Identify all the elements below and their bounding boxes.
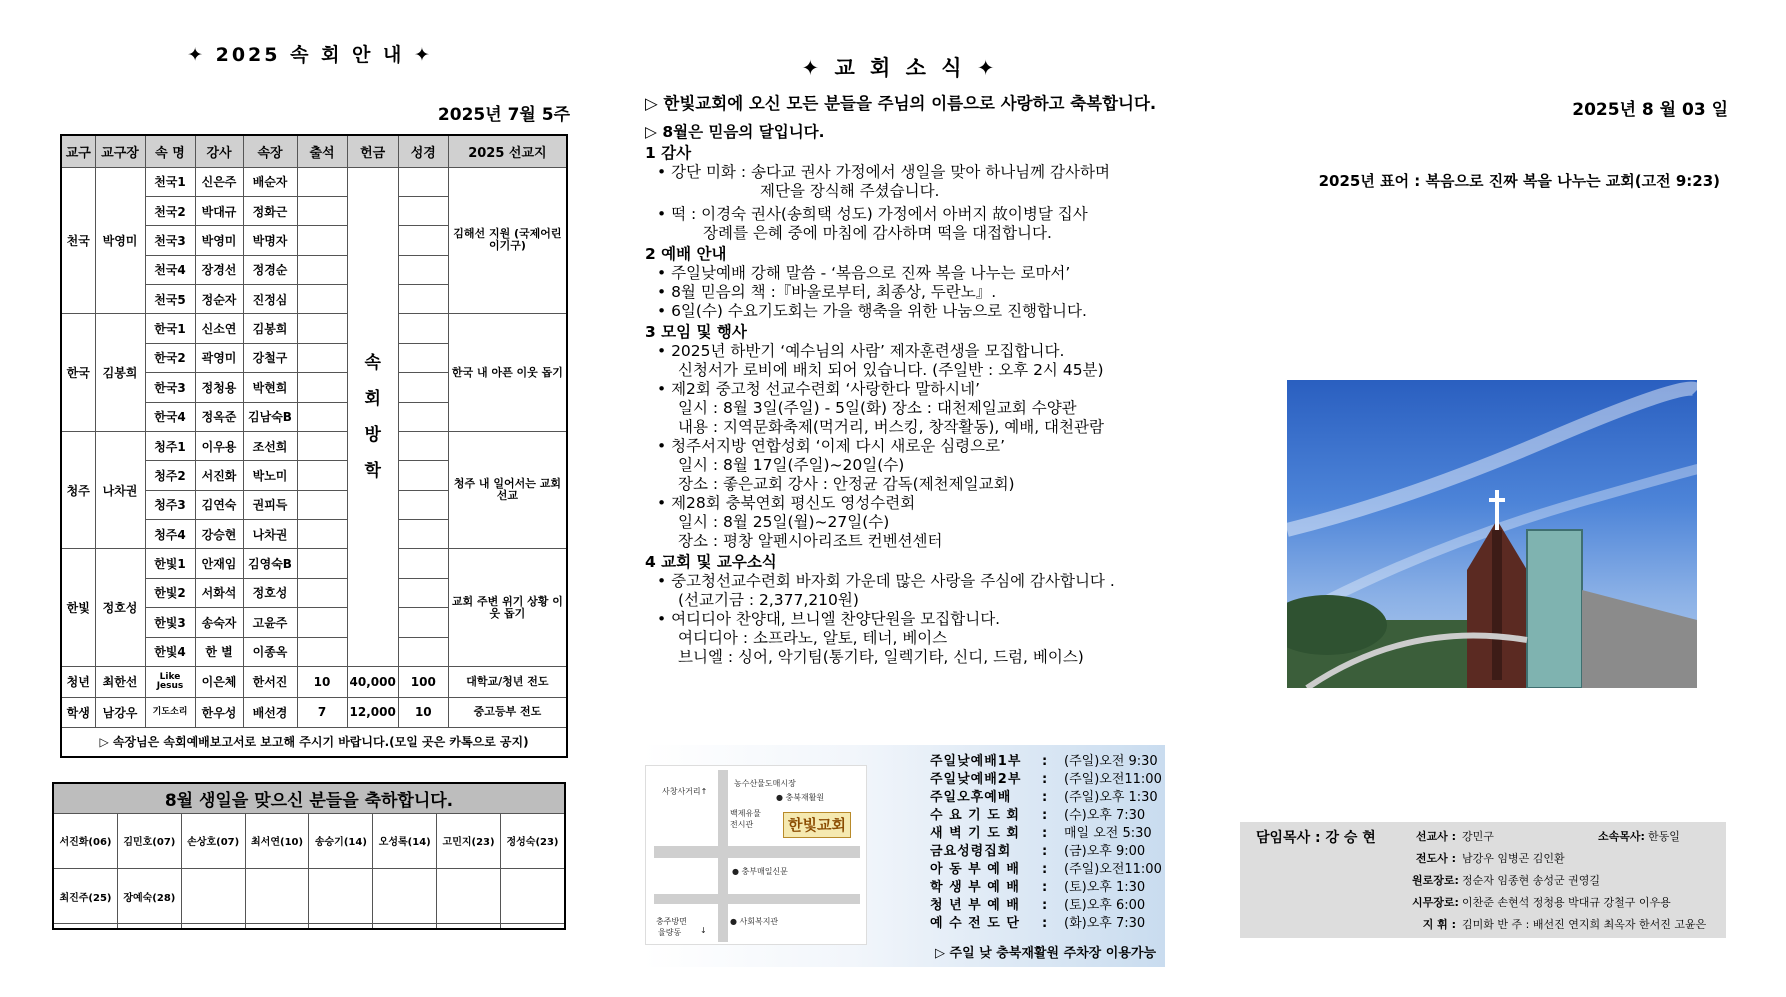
- attend-cell: [297, 226, 347, 255]
- schedule-name: 금요성령집회: [930, 844, 1012, 859]
- news-item: • 떡 : 이경숙 권사(송희택 성도) 가정에서 아버지 故이병달 집사: [657, 205, 1088, 223]
- schedule-time: (화)오후 7:30: [1064, 916, 1146, 931]
- senior-pastor: 담임목사 : 강 승 현: [1256, 830, 1376, 846]
- cross-icon: [1489, 498, 1505, 502]
- bible-cell: [398, 314, 448, 343]
- news-item: • 2025년 하반기 ‘예수님의 사람’ 제자훈련생을 모집합니다.: [657, 342, 1065, 360]
- bible-cell: [398, 431, 448, 460]
- map-label: ↓: [700, 926, 707, 935]
- leader-cell: 박영미: [95, 167, 145, 314]
- schedule-time: 매일 오전 5:30: [1064, 826, 1152, 841]
- sokjang-cell: 이종옥: [243, 637, 297, 666]
- leader-cell: 남강우: [95, 697, 145, 727]
- birthday-cell: 서진화(06): [53, 813, 117, 868]
- schedule-colon: :: [1042, 880, 1048, 895]
- teacher-cell: 신소연: [195, 314, 243, 343]
- attend-cell: [297, 167, 347, 196]
- sokjang-cell: 정호성: [243, 578, 297, 607]
- teacher-cell: 박대규: [195, 196, 243, 225]
- sok-cell: 청주2: [145, 461, 195, 490]
- teacher-cell: 정옥준: [195, 402, 243, 431]
- gyogu-cell: 천국: [61, 167, 95, 314]
- col-offering: 헌금: [347, 135, 398, 167]
- year-motto: 2025년 표어 : 복음으로 진짜 복을 나누는 교회(고전 9:23): [1318, 172, 1720, 190]
- schedule-time: (금)오후 9:00: [1064, 844, 1146, 859]
- schedule-time: (수)오후 7:30: [1064, 808, 1146, 823]
- offering-cell: 12,000: [347, 697, 398, 727]
- staff-row: [1412, 828, 1494, 844]
- bible-cell: [398, 402, 448, 431]
- sokjang-cell: 권피득: [243, 490, 297, 519]
- sok-cell: Like Jesus: [145, 666, 195, 697]
- sokjang-cell: 배선경: [243, 697, 297, 727]
- schedule-colon: :: [1042, 916, 1048, 931]
- sok-cell: 한빛4: [145, 637, 195, 666]
- teacher-cell: 강승현: [195, 520, 243, 549]
- attend-cell: [297, 520, 347, 549]
- glass-stairwell: [1527, 530, 1582, 688]
- news-body: [645, 94, 1205, 667]
- table-row: [61, 167, 567, 196]
- table-footnote: ▷ 속장님은 속회예배보고서로 보고해 주시기 바랍니다.(모일 곳은 카톡으로 공지): [61, 727, 567, 757]
- teacher-cell: 한 별: [195, 637, 243, 666]
- gyogu-cell: 한국: [61, 314, 95, 432]
- news-item-cont: 장례를 은혜 중에 마침에 감사하며 떡을 대접합니다.: [703, 224, 1052, 242]
- news-item: • 여디디아 찬양대, 브니엘 찬양단원을 모집합니다.: [657, 610, 1001, 628]
- attend-cell: [297, 373, 347, 402]
- schedule-colon: :: [1042, 754, 1048, 769]
- teacher-cell: 박영미: [195, 226, 243, 255]
- birthday-cell: [53, 924, 117, 929]
- birthday-cell: [501, 868, 566, 923]
- leader-cell: 정호성: [95, 549, 145, 667]
- staff-role: 소속목사:: [1598, 830, 1645, 843]
- staff-row: [1412, 916, 1706, 932]
- bible-cell: [398, 637, 448, 666]
- schedule-time: (주일)오전11:00: [1064, 772, 1162, 787]
- schedule-colon: :: [1042, 862, 1048, 877]
- schedule-time: (토)오후 6:00: [1064, 898, 1146, 913]
- bible-cell: [398, 196, 448, 225]
- month-theme: ▷ 8월은 믿음의 달입니다.: [645, 123, 825, 141]
- news-item-cont: 일시 : 8월 25일(월)~27일(수): [678, 513, 890, 531]
- staff-row: [1412, 894, 1671, 910]
- teacher-cell: 서화석: [195, 578, 243, 607]
- church-photo: [1287, 380, 1697, 688]
- attend-cell: [297, 608, 347, 637]
- attend-cell: [297, 490, 347, 519]
- birthday-cell: [309, 868, 373, 923]
- map-road: [654, 846, 860, 858]
- birthday-cell: 최서연(10): [245, 813, 309, 868]
- vertical-char: 회: [364, 388, 381, 409]
- birthday-row: [53, 813, 565, 868]
- col-bible: 성경: [398, 135, 448, 167]
- sok-cell: 천국5: [145, 285, 195, 314]
- sokjang-cell: 나차권: [243, 520, 297, 549]
- birthday-table: [52, 782, 566, 930]
- bible-cell: [398, 285, 448, 314]
- gyogu-cell: 청주: [61, 431, 95, 549]
- news-item-cont: 일시 : 8월 3일(주일) - 5일(화) 장소 : 대천제일교회 수양관: [678, 399, 1077, 417]
- teacher-cell: 정순자: [195, 285, 243, 314]
- schedule-name: 예 수 전 도 단: [930, 916, 1020, 931]
- news-item-cont: 장소 : 평창 알펜시아리조트 컨벤션센터: [678, 532, 943, 550]
- attend-cell: 10: [297, 666, 347, 697]
- col-leader: 교구장: [95, 135, 145, 167]
- schedule-colon: :: [1042, 772, 1048, 787]
- staff-row: [1412, 872, 1600, 888]
- bible-cell: [398, 549, 448, 578]
- attend-cell: [297, 285, 347, 314]
- birthday-cell: [181, 868, 245, 923]
- staff-role: 선교사 :: [1415, 830, 1456, 843]
- schedule-name: 주일낮예배2부: [930, 772, 1022, 787]
- sokjang-cell: 박노미: [243, 461, 297, 490]
- birthday-cell: 고민지(23): [437, 813, 501, 868]
- sok-cell: 한국1: [145, 314, 195, 343]
- vertical-char: 학: [364, 460, 381, 481]
- section-heading: 2 예배 안내: [645, 245, 727, 263]
- birthday-cell: [181, 924, 245, 929]
- vertical-char: 속: [364, 352, 381, 373]
- leader-cell: 김봉희: [95, 314, 145, 432]
- attend-cell: [297, 578, 347, 607]
- staff-role: 원로장로:: [1412, 874, 1459, 887]
- col-attend: 출석: [297, 135, 347, 167]
- church-sign: 한빛교회: [783, 812, 851, 838]
- schedule-time: (토)오후 1:30: [1064, 880, 1146, 895]
- attend-cell: [297, 196, 347, 225]
- schedule-row: [930, 753, 1162, 771]
- birthday-cell: 장예숙(28): [117, 868, 181, 923]
- cross-icon: [1495, 490, 1499, 530]
- location-map: [645, 765, 867, 945]
- table-header-row: [61, 135, 567, 167]
- mission-cell: 청주 내 일어서는 교회 선교: [448, 431, 567, 549]
- news-item-cont: 여디디아 : 소프라노, 알토, 테너, 베이스: [678, 629, 948, 647]
- staff-row: [1412, 850, 1565, 866]
- map-label: ● 사회복지관: [730, 917, 779, 926]
- news-item-cont: 신청서가 로비에 배치 되어 있습니다. (주일반 : 오후 2시 45분): [678, 361, 1104, 379]
- schedule-row: [930, 897, 1162, 915]
- bible-cell: [398, 461, 448, 490]
- teacher-cell: 안재임: [195, 549, 243, 578]
- news-item-cont: 브니엘 : 싱어, 악기팀(통기타, 일렉기타, 신디, 드럼, 베이스): [678, 648, 1084, 666]
- map-label: 농수산물도매시장: [734, 779, 796, 788]
- teacher-cell: 한우성: [195, 697, 243, 727]
- map-road: [718, 770, 728, 942]
- attend-cell: 7: [297, 697, 347, 727]
- birthday-cell: 정성숙(23): [501, 813, 566, 868]
- table-row-student: [61, 697, 567, 727]
- attend-cell: [297, 314, 347, 343]
- schedule-name: 학 생 부 예 배: [930, 880, 1020, 895]
- sokjang-cell: 김봉희: [243, 314, 297, 343]
- birthday-cell: [373, 868, 437, 923]
- sok-cell: 청주1: [145, 431, 195, 460]
- staff-names: 강민구: [1462, 830, 1494, 843]
- teacher-cell: 곽영미: [195, 343, 243, 372]
- sok-cell: 천국4: [145, 255, 195, 284]
- birthday-cell: 오성록(14): [373, 813, 437, 868]
- schedule-row: [930, 843, 1162, 861]
- sokhoe-date: 2025년 7월 5주: [437, 105, 570, 125]
- news-item-cont: 일시 : 8월 17일(주일)~20일(수): [678, 456, 905, 474]
- birthday-cell: [245, 868, 309, 923]
- attend-cell: [297, 549, 347, 578]
- bible-cell: [398, 490, 448, 519]
- worship-schedule: [930, 753, 1162, 933]
- schedule-name: 아 동 부 예 배: [930, 862, 1020, 877]
- schedule-colon: :: [1042, 790, 1048, 805]
- teacher-cell: 김연숙: [195, 490, 243, 519]
- sok-cell: 천국3: [145, 226, 195, 255]
- news-item: • 강단 미화 : 송다교 권사 가정에서 생일을 맞아 하나님께 감사하며: [657, 163, 1110, 181]
- teacher-cell: 신은주: [195, 167, 243, 196]
- birthday-row: [53, 868, 565, 923]
- sokjang-cell: 박명자: [243, 226, 297, 255]
- staff-role: 시무장로:: [1412, 896, 1459, 909]
- map-label: ● 충부매일신문: [732, 867, 788, 876]
- sokjang-cell: 한서진: [243, 666, 297, 697]
- birthday-cell: 최진주(25): [53, 868, 117, 923]
- sokjang-cell: 정경순: [243, 255, 297, 284]
- bible-cell: [398, 608, 448, 637]
- table-footnote-row: [61, 727, 567, 757]
- table-row-youth: [61, 666, 567, 697]
- map-label: 전시관: [730, 820, 754, 829]
- section-heading: 3 모임 및 행사: [645, 323, 747, 341]
- schedule-name: 청 년 부 예 배: [930, 898, 1020, 913]
- mission-cell: 중고등부 전도: [448, 697, 567, 727]
- news-item: • 청주서지방 연합성회 ‘이제 다시 새로운 심령으로’: [657, 437, 1006, 455]
- attend-cell: [297, 255, 347, 284]
- schedule-row: [930, 789, 1162, 807]
- bulletin-date: 2025년 8 월 03 일: [1572, 100, 1728, 120]
- schedule-time: (주일)오전 9:30: [1064, 754, 1158, 769]
- bible-cell: [398, 520, 448, 549]
- teacher-cell: 송숙자: [195, 608, 243, 637]
- col-mission: 2025 선교지: [448, 135, 567, 167]
- staff-role: 지 휘 :: [1422, 918, 1456, 931]
- schedule-colon: :: [1042, 898, 1048, 913]
- bible-cell: [398, 373, 448, 402]
- birthday-title: 8월 생일을 맞으신 분들을 축하합니다.: [53, 783, 565, 813]
- sok-cell: 한빛1: [145, 549, 195, 578]
- bible-cell: [398, 226, 448, 255]
- attend-cell: [297, 637, 347, 666]
- sokjang-cell: 박현희: [243, 373, 297, 402]
- schedule-row: [930, 825, 1162, 843]
- col-sokjang: 속장: [243, 135, 297, 167]
- vertical-char: 방: [364, 424, 381, 445]
- birthday-cell: [373, 924, 437, 929]
- staff-row: [1598, 828, 1680, 844]
- mission-cell: 김해선 지원 (국제어린이기구): [448, 167, 567, 314]
- schedule-colon: :: [1042, 808, 1048, 823]
- map-label: 백제유물: [730, 809, 761, 818]
- birthday-cell: [309, 924, 373, 929]
- news-item-cont: 내용 : 지역문화축제(먹거리, 버스킹, 창작활동), 예배, 대천관람: [678, 418, 1104, 436]
- schedule-name: 수 요 기 도 회: [930, 808, 1020, 823]
- sokjang-cell: 배순자: [243, 167, 297, 196]
- sokhoe-table: [60, 134, 568, 758]
- sokjang-cell: 김영숙B: [243, 549, 297, 578]
- sok-cell: 청주3: [145, 490, 195, 519]
- news-item-cont: 장소 : 좋은교회 강사 : 안정균 감독(제천제일교회): [678, 475, 1015, 493]
- sok-cell: 한국2: [145, 343, 195, 372]
- table-row: [61, 549, 567, 578]
- table-row: [61, 314, 567, 343]
- sok-cell: 한국3: [145, 373, 195, 402]
- col-sok: 속 명: [145, 135, 195, 167]
- section-heading: 1 감사: [645, 144, 692, 162]
- schedule-name: 새 벽 기 도 회: [930, 826, 1020, 841]
- sokjang-cell: 김남숙B: [243, 402, 297, 431]
- leader-cell: 최한선: [95, 666, 145, 697]
- sokjang-cell: 강철구: [243, 343, 297, 372]
- attend-cell: [297, 402, 347, 431]
- parking-note: ▷ 주일 낮 충북재활원 주차장 이용가능: [935, 946, 1156, 961]
- schedule-time: (주일)오전11:00: [1064, 862, 1162, 877]
- bible-cell: 10: [398, 697, 448, 727]
- sok-cell: 천국2: [145, 196, 195, 225]
- sokjang-cell: 조선희: [243, 431, 297, 460]
- teacher-cell: 장경선: [195, 255, 243, 284]
- attend-cell: [297, 431, 347, 460]
- gyogu-cell: 학생: [61, 697, 95, 727]
- staff-names: 정순자 임종현 송성군 권영길: [1462, 874, 1601, 887]
- birthday-cell: 김민호(07): [117, 813, 181, 868]
- bible-cell: 100: [398, 666, 448, 697]
- sok-cell: 한빛2: [145, 578, 195, 607]
- map-label: 율량동: [658, 928, 682, 937]
- bible-cell: [398, 167, 448, 196]
- col-teacher: 강사: [195, 135, 243, 167]
- teacher-cell: 이우용: [195, 431, 243, 460]
- map-label: 사창사거리↑: [662, 787, 708, 796]
- staff-names: 김미화 반 주 : 배선진 연지희 최옥자 한서진 고윤은: [1462, 918, 1707, 931]
- staff-box: [1240, 822, 1726, 938]
- teacher-cell: 서진화: [195, 461, 243, 490]
- schedule-row: [930, 861, 1162, 879]
- staff-names: 이찬준 손현석 정청용 박대규 강철구 이우용: [1462, 896, 1671, 909]
- schedule-colon: :: [1042, 826, 1048, 841]
- bible-cell: [398, 343, 448, 372]
- birthday-cell: [437, 868, 501, 923]
- teacher-cell: 정청용: [195, 373, 243, 402]
- offering-cell: 40,000: [347, 666, 398, 697]
- birthday-cell: 송승기(14): [309, 813, 373, 868]
- bible-cell: [398, 255, 448, 284]
- news-item: • 6일(수) 수요기도회는 가을 행축을 위한 나눔으로 진행합니다.: [657, 302, 1087, 320]
- staff-names: 남강우 임병곤 김인환: [1462, 852, 1565, 865]
- news-item: • 중고청선교수련회 바자회 가운데 많은 사랑을 주심에 감사합니다 .: [657, 572, 1115, 590]
- mission-cell: 대학교/청년 전도: [448, 666, 567, 697]
- schedule-row: [930, 879, 1162, 897]
- birthday-cell: [117, 924, 181, 929]
- map-road: [654, 894, 860, 904]
- news-item-cont: (선교기금 : 2,377,210원): [678, 591, 859, 609]
- church-tower: [1492, 530, 1502, 680]
- section-heading: 4 교회 및 교우소식: [645, 553, 777, 571]
- church-photo-illustration: [1287, 380, 1697, 688]
- sok-cell: 기도소리: [145, 697, 195, 727]
- gyogu-cell: 청년: [61, 666, 95, 697]
- birthday-cell: 손상호(07): [181, 813, 245, 868]
- staff-names: 한동일: [1648, 830, 1680, 843]
- side-building: [1582, 590, 1697, 688]
- sok-cell: 천국1: [145, 167, 195, 196]
- sokhoe-title: ✦ 2025 속 회 안 내 ✦: [187, 44, 433, 66]
- news-item: • 제28회 충북연회 평신도 영성수련회: [657, 494, 916, 512]
- sokjang-cell: 진정심: [243, 285, 297, 314]
- schedule-name: 주일오후예배: [930, 790, 1012, 805]
- attend-cell: [297, 461, 347, 490]
- bible-cell: [398, 578, 448, 607]
- cloud-streak: [1287, 389, 1697, 530]
- news-item-cont: 제단을 장식해 주셨습니다.: [760, 182, 940, 200]
- gyogu-cell: 한빛: [61, 549, 95, 667]
- schedule-time: (주일)오후 1:30: [1064, 790, 1158, 805]
- schedule-colon: :: [1042, 844, 1048, 859]
- sokjang-cell: 고윤주: [243, 608, 297, 637]
- sokhoe-vacation-cell: [347, 167, 398, 666]
- sok-cell: 청주4: [145, 520, 195, 549]
- news-item: • 8월 믿음의 책 :『바울로부터, 최종상, 두란노』.: [657, 283, 997, 301]
- map-label: ● 충북재활원: [776, 793, 825, 802]
- attend-cell: [297, 343, 347, 372]
- birthday-cell: [501, 924, 566, 929]
- news-item: • 주일낮예배 강해 말씀 - ‘복음으로 진짜 복을 나누는 로마서’: [657, 264, 1071, 282]
- birthday-cell: [437, 924, 501, 929]
- leader-cell: 나차권: [95, 431, 145, 549]
- mission-cell: 한국 내 아픈 이웃 돕기: [448, 314, 567, 432]
- schedule-row: [930, 771, 1162, 789]
- news-intro: ▷ 한빛교회에 오신 모든 분들을 주님의 이름으로 사랑하고 축복합니다.: [645, 94, 1157, 113]
- table-row: [61, 431, 567, 460]
- sokjang-cell: 정화근: [243, 196, 297, 225]
- sok-cell: 한빛3: [145, 608, 195, 637]
- news-item: • 제2회 중고청 선교수련회 ‘사랑한다 말하시네’: [657, 380, 981, 398]
- col-gyogu: 교구: [61, 135, 95, 167]
- staff-role: 전도사 :: [1415, 852, 1456, 865]
- sok-cell: 한국4: [145, 402, 195, 431]
- schedule-name: 주일낮예배1부: [930, 754, 1022, 769]
- schedule-row: [930, 915, 1162, 933]
- teacher-cell: 이은체: [195, 666, 243, 697]
- birthday-row: [53, 924, 565, 929]
- schedule-row: [930, 807, 1162, 825]
- birthday-cell: [245, 924, 309, 929]
- map-label: 충주방면: [656, 917, 687, 926]
- mission-cell: 교회 주변 위기 상황 이웃 돕기: [448, 549, 567, 667]
- news-title: ✦ 교 회 소 식 ✦: [801, 56, 999, 80]
